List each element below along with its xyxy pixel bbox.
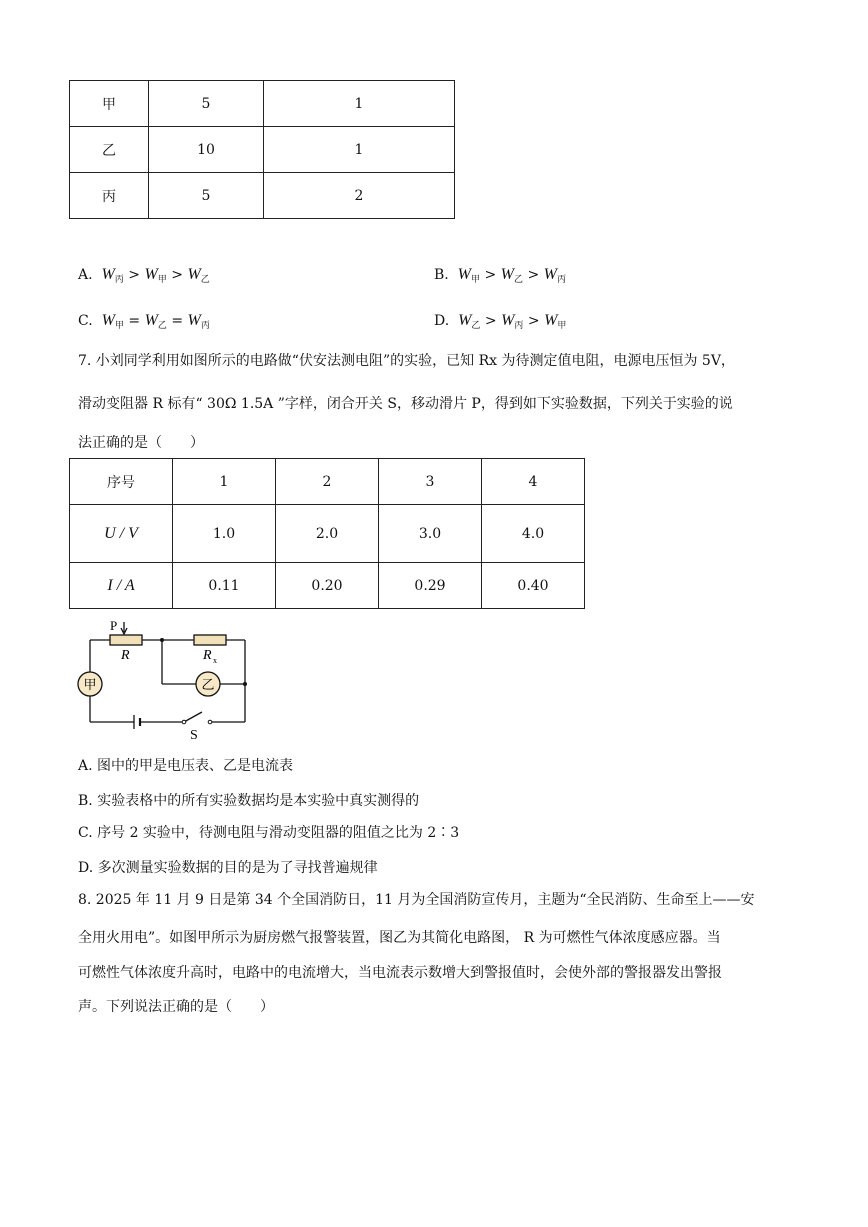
q8-stem-line3: 可燃性气体浓度升高时，电路中的电流增大，当电流表示数增大到警报值时，会使外部的警报器发出警报 bbox=[78, 965, 722, 981]
q7-stem-line2: 滑动变阻器 R 标有“ 30Ω 1.5A ”字样，闭合开关 S，移动滑片 P，得到如下实验数据，下列关于实验的说 bbox=[78, 396, 733, 412]
q6-option-c[interactable]: C. $W_甲 = W_乙 = W_丙$ bbox=[78, 312, 210, 331]
table-cell: 4.0 bbox=[482, 505, 585, 563]
q7-stem-line1: 7. 小刘同学利用如图所示的电路做“伏安法测电阻”的实验，已知 Rx 为待测定值电阻，电源电压恒为 5V， bbox=[78, 353, 735, 369]
table-header: 4 bbox=[482, 459, 585, 505]
junction-dot bbox=[160, 638, 164, 642]
q7-option-a[interactable]: A. 图中的甲是电压表、乙是电流表 bbox=[78, 758, 294, 774]
table-header: 3 bbox=[379, 459, 482, 505]
q6-option-b[interactable]: B. $W_甲 > W_乙 > W_丙$ bbox=[434, 266, 566, 285]
table-header: 序号 bbox=[70, 459, 173, 505]
table-cell: 3.0 bbox=[379, 505, 482, 563]
table-cell: 0.20 bbox=[276, 563, 379, 609]
table-cell: 0.40 bbox=[482, 563, 585, 609]
table-cell: 甲 bbox=[70, 81, 149, 127]
energy-table bbox=[69, 80, 455, 219]
table-cell: 2 bbox=[264, 173, 455, 219]
table-header: 2 bbox=[276, 459, 379, 505]
switch-contact bbox=[208, 720, 212, 724]
table-cell: 1.0 bbox=[173, 505, 276, 563]
meter-yi-label: 乙 bbox=[201, 678, 215, 693]
rx-label: R bbox=[203, 648, 212, 663]
table-header: 1 bbox=[173, 459, 276, 505]
q8-stem-line4: 声。下列说法正确的是（ ） bbox=[78, 999, 274, 1015]
q6-option-d[interactable]: D. $W_乙 > W_丙 > W_甲$ bbox=[434, 312, 567, 331]
switch-pivot bbox=[182, 720, 186, 724]
table-cell: 1 bbox=[264, 81, 455, 127]
table-cell: 5 bbox=[149, 81, 264, 127]
q6-option-a[interactable]: A. $W_丙 > W_甲 > W_乙$ bbox=[78, 266, 210, 285]
q7-stem-line3: 法正确的是（ ） bbox=[78, 435, 204, 451]
table-cell: 0.11 bbox=[173, 563, 276, 609]
rheostat-label: R bbox=[121, 648, 130, 663]
rx-subscript: x bbox=[213, 656, 217, 665]
resistor-rx bbox=[194, 635, 226, 645]
q8-stem-line2: 全用火用电”。如图甲所示为厨房燃气报警装置，图乙为其简化电路图， R 为可燃性气体浓度感应器。当 bbox=[78, 930, 721, 946]
table-cell: 乙 bbox=[70, 127, 149, 173]
slider-label: P bbox=[110, 618, 118, 633]
meter-jia-label: 甲 bbox=[83, 678, 97, 693]
table-cell: 1 bbox=[264, 127, 455, 173]
q7-option-c[interactable]: C. 序号 2 实验中，待测电阻与滑动变阻器的阻值之比为 2∶3 bbox=[78, 825, 460, 841]
table-cell: 2.0 bbox=[276, 505, 379, 563]
q7-option-b[interactable]: B. 实验表格中的所有实验数据均是本实验中真实测得的 bbox=[78, 793, 420, 809]
measurement-table bbox=[69, 458, 585, 609]
table-cell: 10 bbox=[149, 127, 264, 173]
table-cell: U / V bbox=[70, 505, 173, 563]
table-cell: I / A bbox=[70, 563, 173, 609]
switch-label: S bbox=[190, 728, 198, 742]
q7-option-d[interactable]: D. 多次测量实验数据的目的是为了寻找普遍规律 bbox=[78, 860, 378, 876]
table-cell: 5 bbox=[149, 173, 264, 219]
q8-stem-line1: 8. 2025 年 11 月 9 日是第 34 个全国消防日，11 月为全国消防宣传月，主题为“全民消防、生命至上——安 bbox=[78, 892, 755, 908]
circuit-diagram bbox=[74, 612, 264, 742]
rheostat bbox=[110, 635, 142, 645]
table-cell: 0.29 bbox=[379, 563, 482, 609]
table-cell: 丙 bbox=[70, 173, 149, 219]
junction-dot bbox=[243, 682, 247, 686]
